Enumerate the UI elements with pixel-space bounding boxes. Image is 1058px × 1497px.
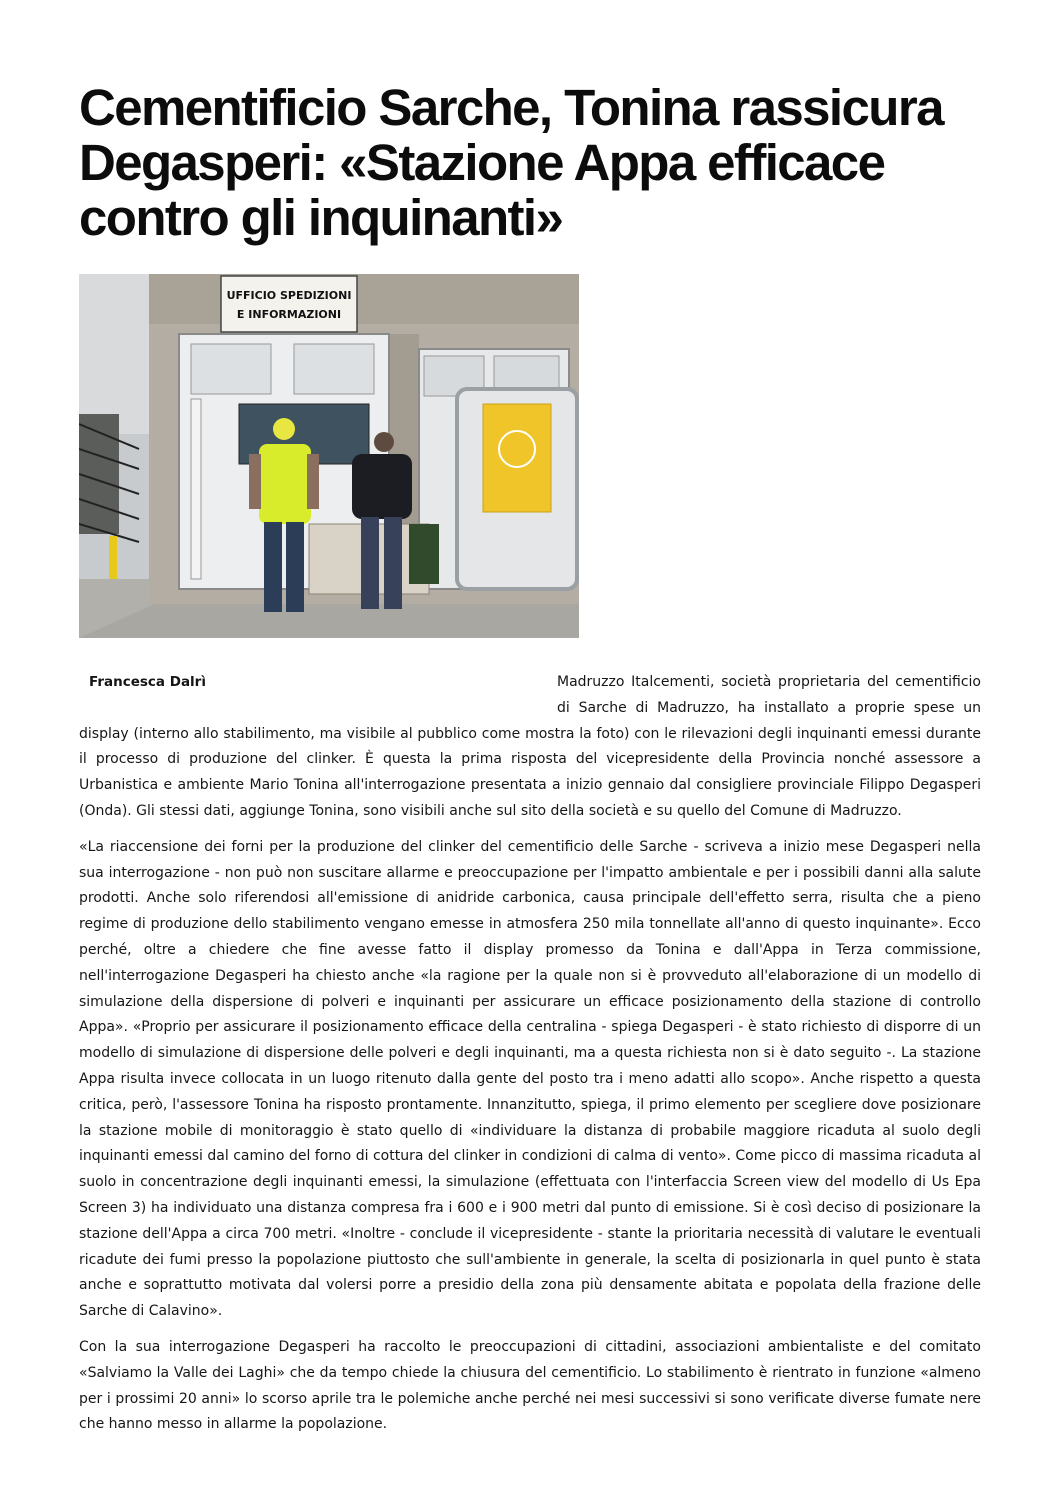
article-paragraph-1: Madruzzo Italcementi, società proprietaria del cementificio di Sarche di Madruzzo, ha installato a proprie spese un display (interno allo stabilimento, ma visibile al pubblico come mostra la foto) con le rilevazioni degli inquinanti emessi durante il processo di produzione del clinker. È questa la prima risposta del vicepresidente della Provincia nonché assessore a Urbanistica e ambiente Mario Tonina all'interrogazione presentata a inizio gennaio dal consigliere provinciale Filippo Degasperi (Onda). Gli stessi dati, aggiunge Tonina, sono visibili anche sul sito della società e su quello del Comune di Madruzzo. — [79, 674, 981, 819]
office-sign-line2: E INFORMAZIONI — [236, 308, 342, 321]
article-paragraph-3: Con la sua interrogazione Degasperi ha raccolto le preoccupazioni di cittadini, associazioni ambientaliste e del comitato «Salviamo la Valle dei Laghi» che da tempo chiede la chiusura del cementificio. Lo stabilimento è rientrato in funzione «almeno per i prossimi 20 anni» lo scorso aprile tra le polemiche anche perché nei mesi successivi si sono verificate diverse fumate nere che hanno messo in allarme la popolazione. — [79, 1338, 981, 1433]
article-author: Francesca Dalrì — [89, 674, 206, 690]
article-paragraph-2: «La riaccensione dei forni per la produzione del clinker del cementificio delle Sarche - scriveva a inizio mese Degasperi nella sua interrogazione - non può non suscitare allarme e preoccupazione per l'impatto ambientale e per i possibili danni alla salute prodotti. Anche solo riferendosi all'emissione di anidride carbonica, causa principale dell'effetto serra, risulta che a pieno regime di produzione dello stabilimento vengano emesse in atmosfera 250 mila tonnellate all'anno di questo inquinante». Ecco perché, oltre a chiedere che fine avesse fatto il display promesso da Tonina e dall'Appa in Terza commissione, nell'interrogazione Degasperi ha chiesto anche «la ragione per la quale non si è provveduto all'elaborazione di un modello di simulazione della dispersione di polveri e inquinanti per assicurare un efficace posizionamento della stazione di controllo Appa». «Proprio per assicurare il posizionamento efficace della centralina - spiega Degasperi - è stato richiesto di disporre di un modello di simulazione di dispersione delle polveri e degli inquinanti, ma a questa richiesta non si è dato seguito -. La stazione Appa risulta invece collocata in un luogo ritenuto dalla gente del posto tra i meno adatti allo scopo». Anche rispetto a questa critica, però, l'assessore Tonina ha risposto prontamente. Innanzitutto, spiega, il primo elemento per scegliere dove posizionare la stazione mobile di monitoraggio è stato quello di «individuare la distanza di probabile maggiore ricaduta al suolo degli inquinanti emessi dal camino del forno di cottura del clinker in condizioni di calma di vento». Come picco di massima ricaduta al suolo in concentrazione degli inquinanti emessi, la simulazione (effettuata con l'interfaccia Screen view del modello di Us Epa Screen 3) ha individuato una distanza compresa fra i 600 e i 900 metri dal punto di emissione. Si è così deciso di posizionare la stazione dell'Appa a circa 700 metri. «Inoltre - conclude il vicepresidente - stante la prioritaria necessità di valutare le eventuali ricadute dei fumi presso la popolazione piuttosto che sull'ambiente in generale, la scelta di posizionarla in quel punto è stata anche e soprattutto motivata dal volersi porre a presidio della zona più densamente abitata e popolata della frazione delle Sarche di Calavino». — [79, 838, 981, 1320]
article-photo — [79, 274, 579, 638]
office-sign — [221, 276, 357, 332]
info-totem — [457, 389, 577, 589]
article-headline: Cementificio Sarche, Tonina rassicura Degasperi: «Stazione Appa efficace contro gli inquinanti» — [79, 79, 943, 246]
article-body — [79, 670, 981, 1448]
office-sign-line1: UFFICIO SPEDIZIONI — [226, 289, 352, 302]
